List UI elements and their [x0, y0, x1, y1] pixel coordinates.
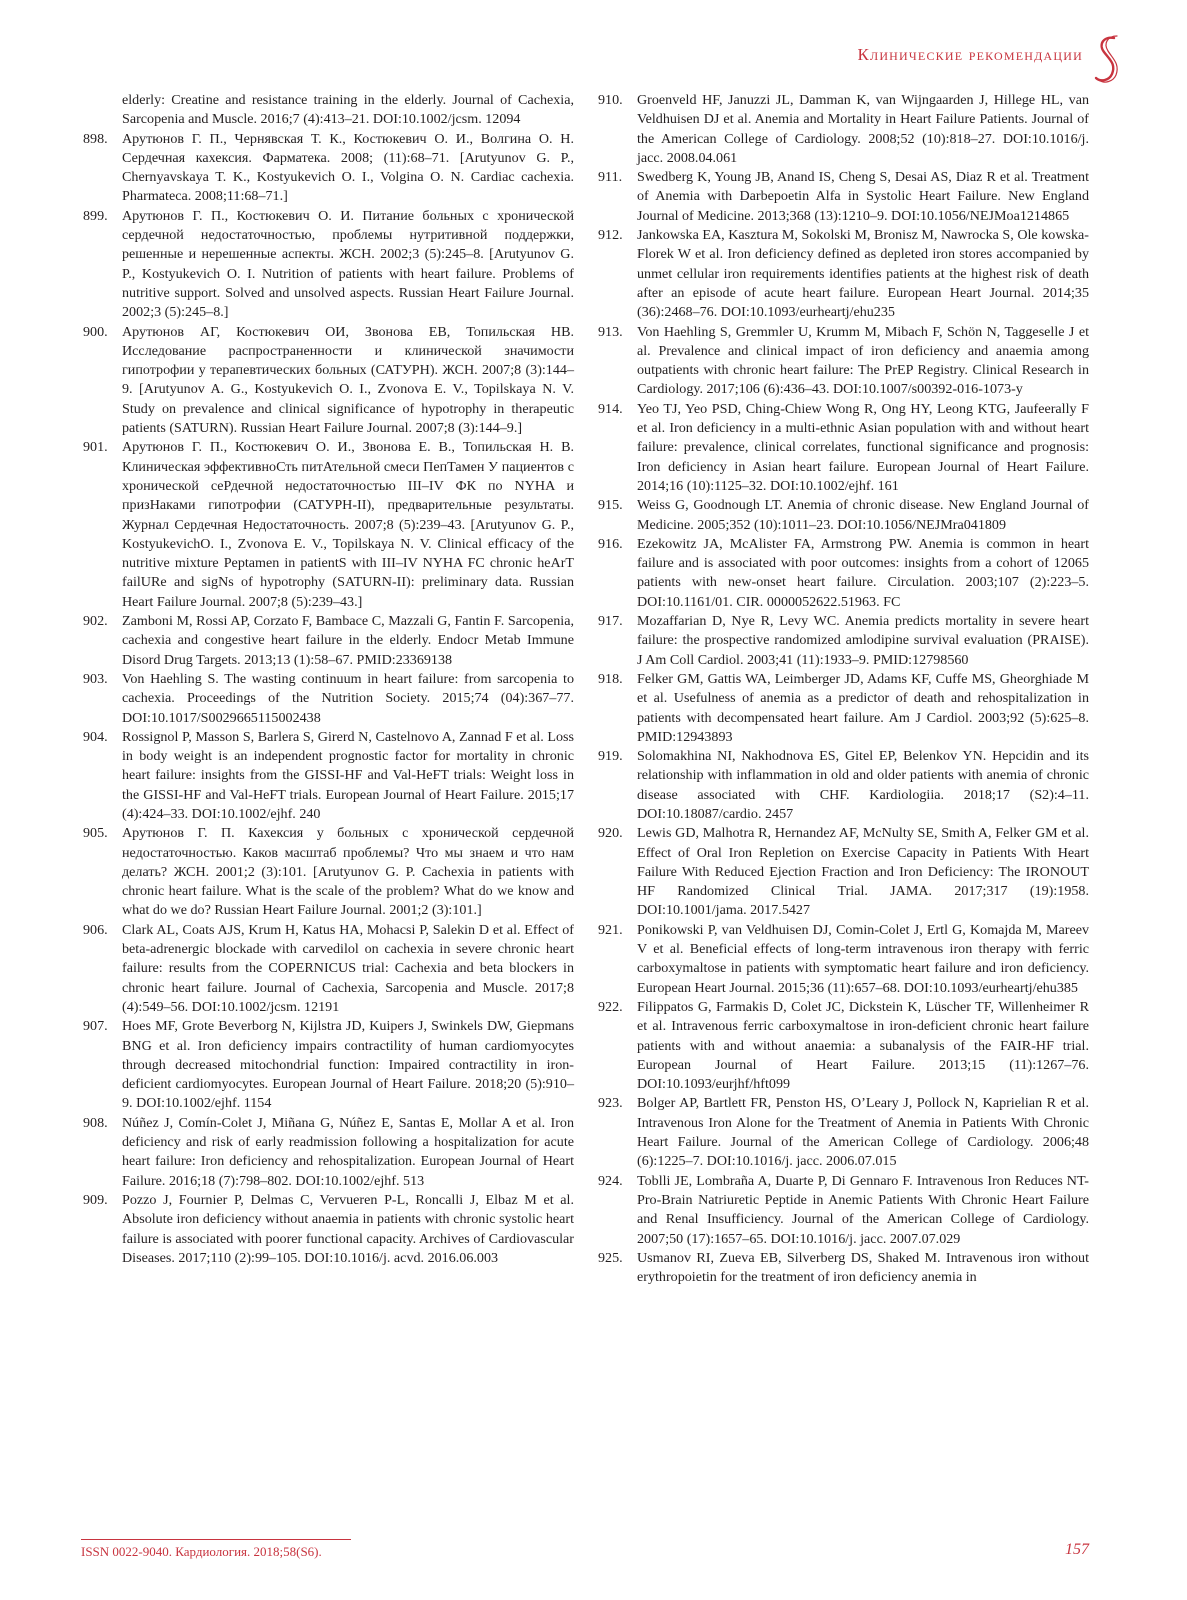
- reference-item: [598, 1094, 1089, 1171]
- reference-text: Арутюнов Г. П., Чернявская Т. К., Костюкевич О. И., Волгина О. Н. Сердечная кахексия. Фарматека. 2008; (11):68–71. [Arutyunov G. P., Chernyavskaya T. K., Kostyukevich O. I., Volgina O. N. Cardiac cachexia. Pharmateca. 2008;11:68–71.]: [122, 130, 574, 205]
- reference-text: Арутюнов Г. П., Костюкевич О. И. Питание больных с хронической сердечной недостаточностью, проблемы нутритивной поддержки, решенные и нерешенные аспекты. ЖСН. 2002;3 (5):245–8. [Arutyunov G. P., Kostyukevich O. I. Nutrition of patients with heart failure. Problems of nutritive support. Solved and unsolved aspects. Russian Heart Failure Journal. 2002;3 (5):245–8.]: [122, 207, 574, 321]
- reference-text: Filippatos G, Farmakis D, Colet JC, Dickstein K, Lüscher TF, Willenheimer R et al. Intravenous ferric carboxymaltose in iron-deficient chronic heart failure patients with and without anaemia: a subanalysis of the FAIR-HF trial. European Journal of Heart Failure. 2013;15 (11):1267–76. DOI:10.1093/eurjhf/hft099: [637, 998, 1089, 1093]
- reference-number: 908.: [83, 1114, 108, 1131]
- reference-text: Арутюнов АГ, Костюкевич ОИ, Звонова ЕВ, Топильская НВ. Исследование распространенности и клинической значимости гипотрофии у терапевтических больных (САТУРН). ЖСН. 2007;8 (3):144–9. [Arutyunov A. G., Kostyukevich O. I., Zvonova E. V., Topilskaya N. V. Study on prevalence and clinical significance of hypotrophy in therapeutic patients (SATURN). Russian Heart Failure Journal. 2007;8 (3):144–9.]: [122, 323, 574, 437]
- reference-item: [83, 130, 574, 207]
- reference-item: [83, 207, 574, 323]
- reference-item: [598, 91, 1089, 168]
- reference-item: [598, 747, 1089, 824]
- reference-text: Mozaffarian D, Nye R, Levy WC. Anemia predicts mortality in severe heart failure: the prospective randomized amlodipine survival evaluation (PRAISE). J Am Coll Cardiol. 2003;41 (11):1933–9. PMID:12798560: [637, 613, 1089, 668]
- reference-item: [598, 168, 1089, 226]
- footer-divider: [81, 1539, 351, 1540]
- references-left-column: [83, 91, 574, 1268]
- reference-item: [83, 323, 574, 439]
- reference-text: Арутюнов Г. П., Костюкевич О. И., Звонова Е. В., Топильская Н. В. Клиническая эффективноСть питАтельной смеси ПепТамен У пациентов с хронической сеРдечной недостаточностью III–IV ФК по NYHA и призНаками гипотрофии (САТУРН-II), предварительные результаты. Журнал Сердечная Недостаточность. 2007;8 (5):239–43. [Arutyunov G. P., KostyukevichO. I., Zvonova E. V., Topilskaya N. V. Clinical efficacy of the nutritive mixture Peptamen in patientS with III–IV NYHA FC chronic heArT failURe and sigNs of hypotrophy (SATURN-II): preliminary data. Russian Heart Failure Journal. 2007;8 (5):239–43.]: [122, 439, 574, 610]
- reference-item: [83, 1017, 574, 1113]
- reference-item: [598, 1172, 1089, 1249]
- reference-number: 916.: [598, 535, 623, 552]
- reference-item: [598, 612, 1089, 670]
- reference-number: 905.: [83, 825, 108, 842]
- reference-number: 904.: [83, 728, 108, 745]
- reference-text: Арутюнов Г. П. Кахексия у больных с хронической сердечной недостаточностью. Каков масштаб проблемы? Что мы знаем и что нам делать? ЖСН. 2001;2 (3):101. [Arutyunov G. P. Cachexia in patients with chronic heart failure. What is the scale of the problem? What do we know and what do we do? Russian Heart Failure Journal. 2001;2 (3):101.]: [122, 825, 574, 919]
- section-title: Клинические рекомендации: [857, 45, 1083, 64]
- reference-number: 911.: [598, 169, 623, 186]
- reference-text: Swedberg K, Young JB, Anand IS, Cheng S, Desai AS, Diaz R et al. Treatment of Anemia with Darbepoetin Alfa in Systolic Heart Failure. New England Journal of Medicine. 2013;368 (13):1210–9. DOI:10.1056/NEJMoa1214865: [637, 169, 1089, 224]
- reference-text: Felker GM, Gattis WA, Leimberger JD, Adams KF, Cuffe MS, Gheorghiade M et al. Usefulness of anemia as a predictor of death and rehospitalization in patients with decompensated heart failure. Am J Cardiol. 2003;92 (5):625–8. PMID:12943893: [637, 670, 1089, 745]
- reference-number: 922.: [598, 998, 623, 1015]
- reference-number: 925.: [598, 1249, 623, 1266]
- reference-item: [598, 1249, 1089, 1288]
- reference-item: [598, 535, 1089, 612]
- reference-item: [83, 438, 574, 612]
- reference-text: Von Haehling S, Gremmler U, Krumm M, Mibach F, Schön N, Taggeselle J et al. Prevalence and clinical impact of iron deficiency and anaemia among outpatients with chronic heart failure: The PrEP Registry. Clinical Research in Cardiology. 2017;106 (6):436–43. DOI:10.1007/s00392-016-1073-y: [637, 323, 1089, 398]
- reference-text: Solomakhina NI, Nakhodnova ES, Gitel EP, Belenkov YN. Hepcidin and its relationship with inflammation in old and older patients with anemia of chronic disease associated with CHF. Kardiologiia. 2018;17 (S2):4–11. DOI:10.18087/cardio. 2457: [637, 748, 1089, 822]
- reference-item: [83, 728, 574, 824]
- reference-item: [598, 670, 1089, 747]
- reference-number: 918.: [598, 670, 623, 687]
- reference-item: [598, 998, 1089, 1094]
- reference-item: [598, 496, 1089, 535]
- reference-text: Yeo TJ, Yeo PSD, Ching-Chiew Wong R, Ong HY, Leong KTG, Jaufeerally F et al. Iron deficiency in a multi-ethnic Asian population with and without heart failure: prevalence, clinical correlates, functional significance and prognosis: Iron deficiency in Asian heart failure. European Journal of Heart Failure. 2014;16 (10):1125–32. DOI:10.1002/ejhf. 161: [637, 400, 1089, 494]
- reference-number: 913.: [598, 323, 623, 340]
- reference-text: Von Haehling S. The wasting continuum in heart failure: from sarcopenia to cachexia. Proceedings of the Nutrition Society. 2015;74 (04):367–77. DOI:10.1017/S0029665115002438: [122, 670, 574, 726]
- reference-number: 917.: [598, 613, 623, 630]
- reference-number: 903.: [83, 670, 108, 687]
- reference-text: Hoes MF, Grote Beverborg N, Kijlstra JD, Kuipers J, Swinkels DW, Giepmans BNG et al. Iron deficiency impairs contractility of human cardiomyocytes through decreased mitochondrial function: Impaired contractility in iron-deficient cardiomyocytes. European Journal of Heart Failure. 2018;20 (5):910–9. DOI:10.1002/ejhf. 1154: [122, 1018, 574, 1112]
- reference-item: [83, 1114, 574, 1191]
- reference-item: [598, 400, 1089, 496]
- journal-logo-icon: [1090, 34, 1126, 84]
- reference-text: Lewis GD, Malhotra R, Hernandez AF, McNulty SE, Smith A, Felker GM et al. Effect of Oral Iron Repletion on Exercise Capacity in Patients With Heart Failure With Reduced Ejection Fraction and Iron Deficiency: The IRONOUT HF Randomized Clinical Trial. JAMA. 2017;317 (19):1958. DOI:10.1001/jama. 2017.5427: [637, 825, 1089, 919]
- reference-item: [598, 226, 1089, 322]
- reference-item: [598, 824, 1089, 920]
- reference-number: 919.: [598, 748, 623, 765]
- reference-text: Zamboni M, Rossi AP, Corzato F, Bambace C, Mazzali G, Fantin F. Sarcopenia, cachexia and congestive heart failure in the elderly. Endocr Metab Immune Disord Drug Targets. 2013;13 (1):58–67. PMID:23369138: [122, 613, 574, 668]
- reference-number: 900.: [83, 323, 108, 340]
- reference-text: Groenveld HF, Januzzi JL, Damman K, van Wijngaarden J, Hillege HL, van Veldhuisen DJ et al. Anemia and Mortality in Heart Failure Patients. Journal of the American College of Cardiology. 2008;52 (10):818–27. DOI:10.1016/j. jacc. 2008.04.061: [637, 92, 1089, 166]
- reference-number: 914.: [598, 400, 623, 417]
- reference-item: [598, 323, 1089, 400]
- reference-item: [83, 612, 574, 670]
- footer-issn: ISSN 0022-9040. Кардиология. 2018;58(S6).: [81, 1544, 322, 1559]
- reference-text: Rossignol P, Masson S, Barlera S, Girerd N, Castelnovo A, Zannad F et al. Loss in body weight is an independent prognostic factor for mortality in chronic heart failure: insights from the GISSI-HF and Val-HeFT trials: Weight loss in the GISSI-HF and Val-HeFT trials. European Journal of Heart Failure. 2015;17 (4):424–33. DOI:10.1002/ejhf. 240: [122, 728, 574, 822]
- reference-number: 909.: [83, 1191, 108, 1208]
- reference-number: 910.: [598, 92, 623, 108]
- reference-number: 915.: [598, 497, 623, 514]
- reference-text: Toblli JE, Lombraña A, Duarte P, Di Gennaro F. Intravenous Iron Reduces NT-Pro-Brain Natriuretic Peptide in Anemic Patients With Chronic Heart Failure and Renal Insufficiency. Journal of the American College of Cardiology. 2007;50 (17):1657–65. DOI:10.1016/j. jacc. 2007.07.029: [637, 1172, 1089, 1247]
- reference-item: [83, 91, 574, 130]
- reference-number: 906.: [83, 921, 108, 938]
- references-right-column: [598, 91, 1089, 1287]
- reference-item: [83, 670, 574, 728]
- reference-item: [598, 921, 1089, 998]
- reference-item: [83, 824, 574, 920]
- reference-number: 902.: [83, 613, 108, 630]
- reference-text: Ponikowski P, van Veldhuisen DJ, Comin-Colet J, Ertl G, Komajda M, Mareev V et al. Beneficial effects of long-term intravenous iron therapy with ferric carboxymaltose in patients with symptomatic heart failure and iron deficiency. European Heart Journal. 2015;36 (11):657–68. DOI:10.1093/eurheartj/ehu385: [637, 921, 1089, 996]
- reference-number: 912.: [598, 227, 623, 244]
- reference-number: 898.: [83, 130, 108, 147]
- reference-number: 907.: [83, 1018, 108, 1035]
- reference-number: 901.: [83, 439, 108, 456]
- reference-text: Jankowska EA, Kasztura M, Sokolski M, Bronisz M, Nawrocka S, Ole kowska-Florek W et al. Iron deficiency defined as depleted iron stores accompanied by unmet cellular iron requirements identifies patients at the highest risk of death after an episode of acute heart failure. European Heart Journal. 2014;35 (36):2468–76. DOI:10.1093/eurheartj/ehu235: [637, 227, 1089, 321]
- reference-text: Weiss G, Goodnough LT. Anemia of chronic disease. New England Journal of Medicine. 2005;352 (10):1011–23. DOI:10.1056/NEJMra041809: [637, 497, 1089, 533]
- reference-text: Usmanov RI, Zueva EB, Silverberg DS, Shaked M. Intravenous iron without erythropoietin for the treatment of iron deficiency anemia in: [637, 1249, 1089, 1286]
- reference-text: Núñez J, Comín-Colet J, Miñana G, Núñez E, Santas E, Mollar A et al. Iron deficiency and risk of early readmission following a hospitalization for acute heart failure: Iron deficiency and rehospitalization. European Journal of Heart Failure. 2016;18 (7):798–802. DOI:10.1002/ejhf. 513: [122, 1114, 574, 1189]
- reference-text: elderly: Creatine and resistance training in the elderly. Journal of Cachexia, Sarcopenia and Muscle. 2016;7 (4):413–21. DOI:10.1002/jcsm. 12094: [122, 92, 574, 128]
- reference-number: 899.: [83, 207, 108, 224]
- reference-number: 921.: [598, 921, 623, 938]
- reference-item: [83, 921, 574, 1017]
- reference-text: Clark AL, Coats AJS, Krum H, Katus HA, Mohacsi P, Salekin D et al. Effect of beta-adrenergic blockade with carvedilol on cachexia in severe chronic heart failure: results from the COPERNICUS trial: Cachexia and beta blockers in chronic heart failure. Journal of Cachexia, Sarcopenia and Muscle. 2017;8 (4):549–56. DOI:10.1002/jcsm. 12191: [122, 921, 574, 1015]
- reference-number: 924.: [598, 1172, 623, 1189]
- reference-text: Pozzo J, Fournier P, Delmas C, Vervueren P-L, Roncalli J, Elbaz M et al. Absolute iron deficiency without anaemia in patients with chronic systolic heart failure is associated with poorer functional capacity. Archives of Cardiovascular Diseases. 2017;110 (2):99–105. DOI:10.1016/j. acvd. 2016.06.003: [122, 1191, 574, 1266]
- reference-text: Ezekowitz JA, McAlister FA, Armstrong PW. Anemia is common in heart failure and is associated with poor outcomes: insights from a cohort of 12065 patients with new-onset heart failure. Circulation. 2003;107 (2):223–5. DOI:10.1161/01. CIR. 0000052622.51963. FC: [637, 535, 1089, 610]
- reference-text: Bolger AP, Bartlett FR, Penston HS, O’Leary J, Pollock N, Kaprielian R et al. Intravenous Iron Alone for the Treatment of Anemia in Patients With Chronic Heart Failure. Journal of the American College of Cardiology. 2006;48 (6):1225–7. DOI:10.1016/j. jacc. 2006.07.015: [637, 1095, 1089, 1170]
- reference-number: 920.: [598, 825, 623, 842]
- reference-item: [83, 1191, 574, 1268]
- page-number: 157: [1065, 1541, 1089, 1558]
- reference-number: 923.: [598, 1095, 623, 1112]
